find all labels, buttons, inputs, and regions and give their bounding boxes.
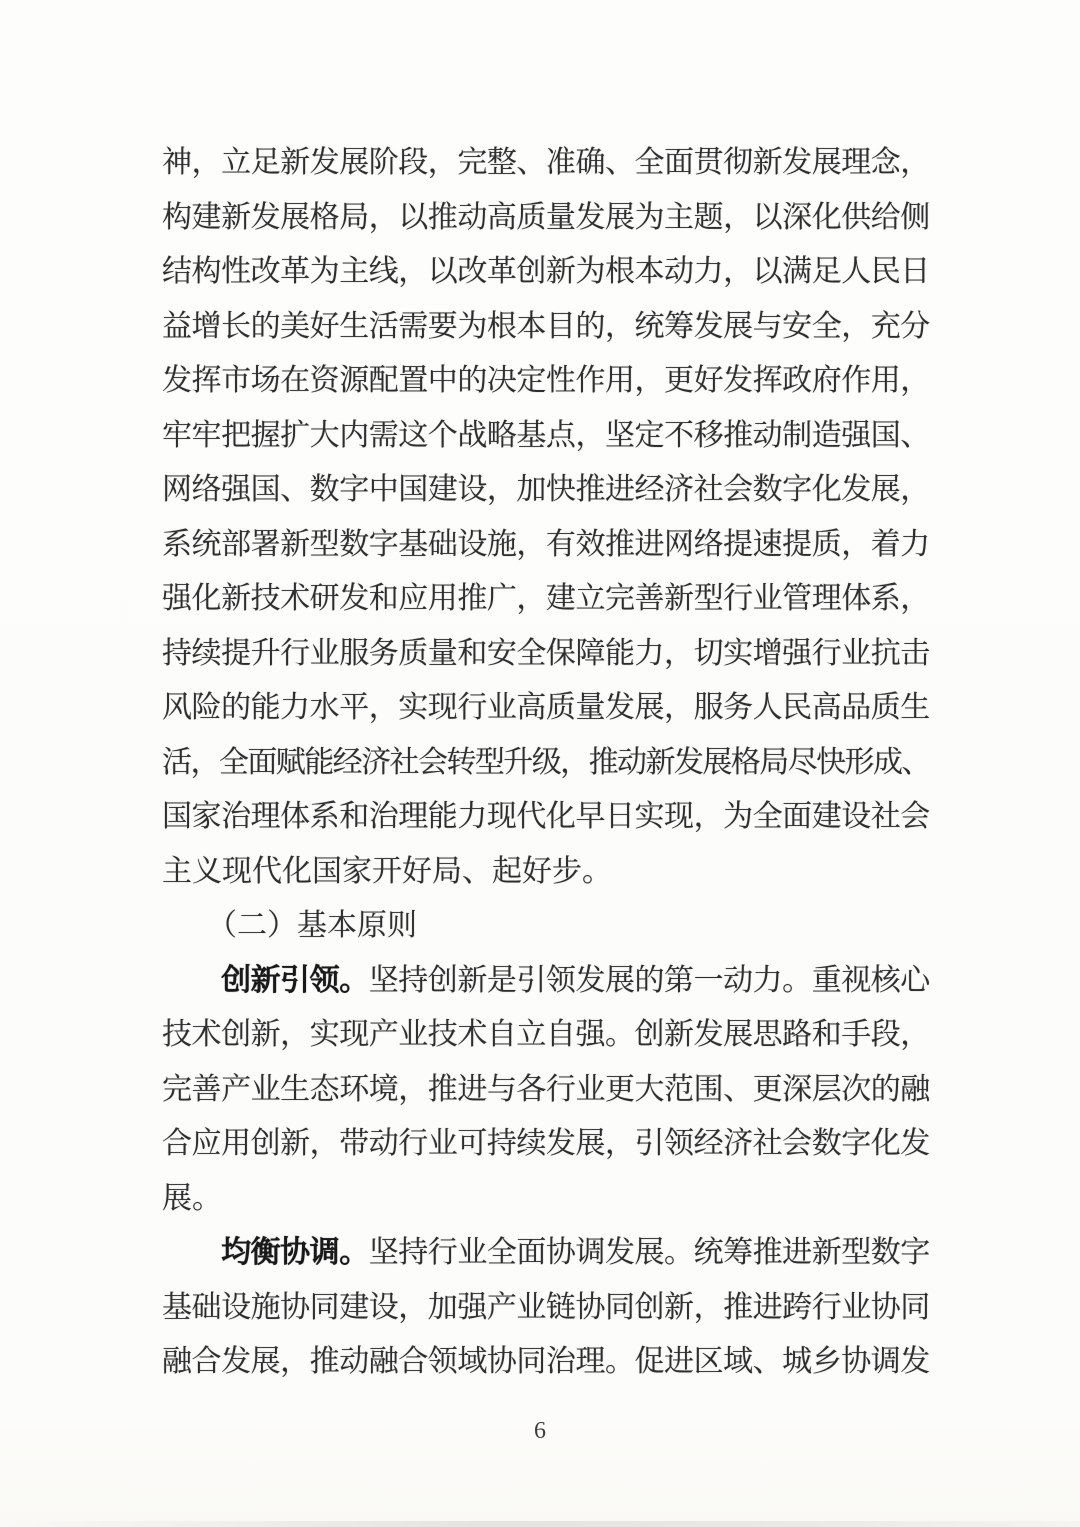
text-line: 风 险 的 能 力 水 平 ， 实 现 行 业 高 质 量 发 展 ， 服 务 人 民 高 品 质 生: [162, 691, 931, 724]
text-line: 牢 牢 把 握 扩 大 内 需 这 个 战 略 基 点 ， 坚 定 不 移 推 动 制 造 强 国 、: [162, 418, 931, 452]
text-line: 发 挥 市 场 在 资 源 配 置 中 的 决 定 性 作 用 ， 更 好 发 挥 政 府 作 用 ，: [162, 364, 931, 397]
document-content: [162, 136, 930, 1390]
text-line: 结 构 性 改 革 为 主 线 ， 以 改 革 创 新 为 根 本 动 力 ， 以 满 足 人 民 日: [162, 255, 931, 288]
text-line: 主义现代化国家开好局、起好步。: [162, 854, 612, 888]
text-line: 构 建 新 发 展 格 局 ， 以 推 动 高 质 量 发 展 为 主 题 ， 以 深 化 供 给 侧: [162, 200, 931, 234]
paragraph-guiding-ideology-continuation: [162, 136, 930, 899]
text-line: 均 衡 协 调 。 坚 持 行 业 全 面 协 调 发 展 。 统 筹 推 进 新 型 数 字: [221, 1236, 931, 1269]
text-line: 国 家 治 理 体 系 和 治 理 能 力 现 代 化 早 日 实 现 ， 为 全 面 建 设 社 会: [162, 800, 931, 833]
section-heading-basic-principles: [162, 899, 930, 954]
paragraph-innovation-leading: [162, 954, 930, 1227]
paragraph-balanced-coordination: [162, 1226, 930, 1390]
text-line: 基 础 设 施 协 同 建 设 ， 加 强 产 业 链 协 同 创 新 ， 推 进 跨 行 业 协 同: [162, 1290, 931, 1324]
text-line: 技 术 创 新 ， 实 现 产 业 技 术 自 立 自 强 。 创 新 发 展 思 路 和 手 段 ，: [162, 1018, 931, 1051]
text-line: 完 善 产 业 生 态 环 境 ， 推 进 与 各 行 业 更 大 范 围 、 更 深 层 次 的 融: [162, 1072, 931, 1106]
text-line: 融 合 发 展 ， 推 动 融 合 领 域 协 同 治 理 。 促 进 区 域 、 城 乡 协 调 发: [162, 1345, 931, 1378]
page-number: 6: [534, 1418, 546, 1444]
text-line: 网 络 强 国 、 数 字 中 国 建 设 ， 加 快 推 进 经 济 社 会 数 字 化 发 展 ，: [162, 473, 931, 506]
text-line: 益 增 长 的 美 好 生 活 需 要 为 根 本 目 的 ， 统 筹 发 展 与 安 全 ， 充 分: [162, 309, 931, 343]
text-line: （二）基本原则: [162, 909, 417, 942]
scan-artifact: [0, 1521, 1080, 1527]
text-line: 合 应 用 创 新 ， 带 动 行 业 可 持 续 发 展 ， 引 领 经 济 社 会 数 字 化 发: [162, 1127, 931, 1160]
text-line: 强 化 新 技 术 研 发 和 应 用 推 广 ， 建 立 完 善 新 型 行 业 管 理 体 系 ，: [162, 582, 931, 615]
text-line: 神 ， 立 足 新 发 展 阶 段 ， 完 整 、 准 确 、 全 面 贯 彻 新 发 展 理 念 ，: [162, 146, 931, 179]
text-line: 系 统 部 署 新 型 数 字 基 础 设 施 ， 有 效 推 进 网 络 提 速 提 质 ， 着 力: [162, 527, 931, 561]
text-line: 创 新 引 领 。 坚 持 创 新 是 引 领 发 展 的 第 一 动 力 。 重 视 核 心: [221, 963, 931, 997]
text-line: 活 ， 全 面 赋 能 经 济 社 会 转 型 升 级 ， 推 动 新 发 展 格 局 尽 快 形 成 、: [162, 745, 932, 779]
text-line: 展。: [162, 1181, 222, 1215]
text-line: 持 续 提 升 行 业 服 务 质 量 和 安 全 保 障 能 力 ， 切 实 增 强 行 业 抗 击: [162, 636, 931, 670]
